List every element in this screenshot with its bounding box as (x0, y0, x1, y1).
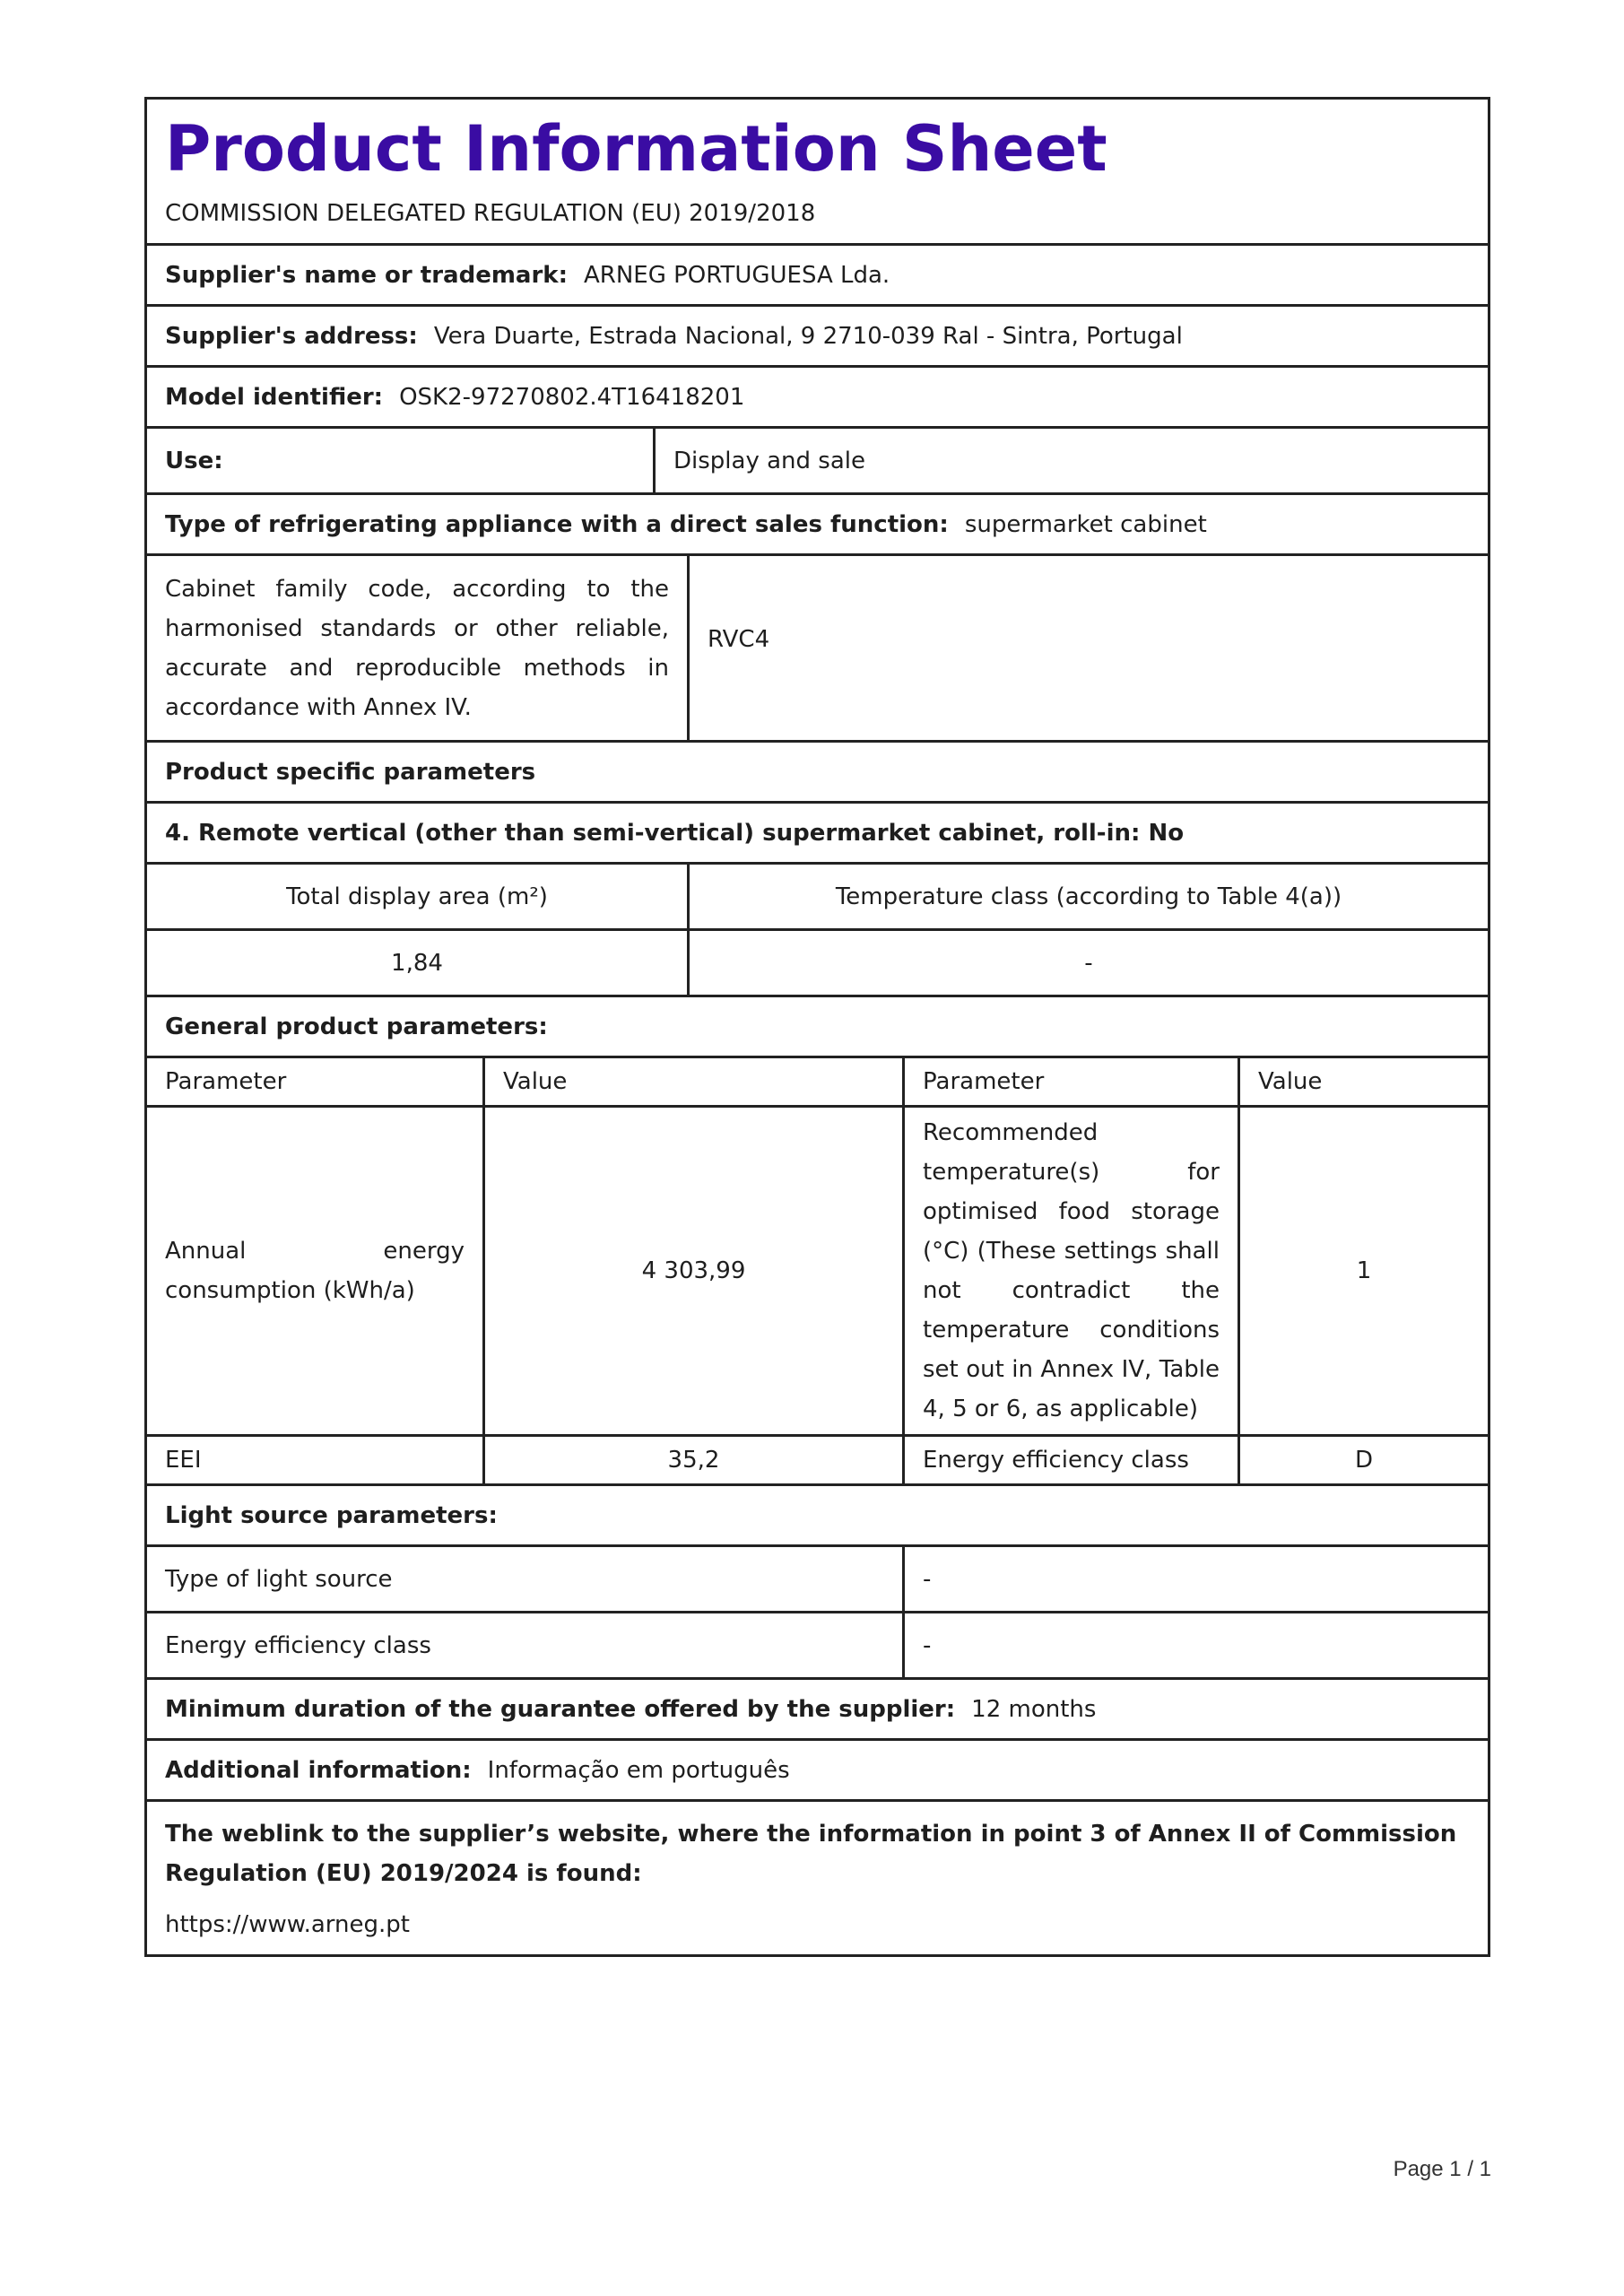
supplier-name-row (147, 246, 1488, 307)
light-source-type-row (147, 1547, 1488, 1613)
supplier-name-label: Supplier's name or trademark: (165, 261, 568, 289)
additional-info-value: Informação em português (487, 1756, 790, 1784)
title-block (147, 100, 1488, 246)
family-code-value: RVC4 (687, 556, 1488, 740)
supplier-address-value: Vera Duarte, Estrada Nacional, 9 2710-039 Ral - Sintra, Portugal (433, 322, 1183, 350)
additional-info-label: Additional information: (165, 1756, 472, 1784)
table-header-parameter: Parameter (165, 1068, 287, 1095)
light-source-class-label: Energy efficiency class (165, 1631, 431, 1659)
appliance-type-label: Type of refrigerating appliance with a direct sales function: (165, 510, 949, 538)
temperature-class-value: - (687, 931, 1488, 995)
table-header-parameter: Parameter (902, 1058, 1238, 1105)
annual-energy-label: Annual energy consumption (kWh/a) (147, 1105, 482, 1437)
product-specific-heading: Product specific parameters (147, 743, 1488, 804)
table-header-value: Value (1238, 1058, 1488, 1105)
weblink-row (147, 1802, 1488, 1954)
light-source-type-label: Type of light source (165, 1565, 393, 1593)
recommended-temperature-label: Recommended temperature(s) for optimised food storage (°C) (These settings shall not contradict the temperature conditions set out in Annex IV, Table 4, 5 or 6, as applicable) (902, 1105, 1238, 1437)
guarantee-value: 12 months (971, 1695, 1097, 1723)
product-information-sheet (144, 97, 1490, 1957)
energy-class-value: D (1238, 1437, 1488, 1483)
product-specific-header-row (147, 865, 1488, 931)
page-title: Product Information Sheet (165, 112, 1107, 186)
page-number: Page 1 / 1 (1393, 2157, 1491, 2181)
use-label: Use: (165, 447, 223, 474)
light-source-type-value: - (902, 1547, 1488, 1611)
supplier-address-label: Supplier's address: (165, 322, 418, 350)
appliance-type-value: supermarket cabinet (964, 510, 1207, 538)
general-parameters-table (147, 1058, 1488, 1486)
annual-energy-value: 4 303,99 (482, 1105, 902, 1437)
guarantee-label: Minimum duration of the guarantee offered by the supplier: (165, 1695, 956, 1723)
family-code-row (147, 556, 1488, 743)
appliance-type-row (147, 495, 1488, 556)
eei-label: EEI (165, 1447, 202, 1474)
additional-info-row (147, 1741, 1488, 1802)
eei-value: 35,2 (482, 1437, 902, 1483)
model-identifier-label: Model identifier: (165, 383, 384, 411)
use-value: Display and sale (653, 429, 1488, 492)
table-header-value: Value (482, 1058, 902, 1105)
general-parameters-heading: General product parameters: (147, 997, 1488, 1058)
cabinet-category: 4. Remote vertical (other than semi-vertical) supermarket cabinet, roll-in: No (147, 804, 1488, 865)
light-source-heading: Light source parameters: (147, 1486, 1488, 1547)
supplier-address-row (147, 307, 1488, 368)
display-area-value: 1,84 (391, 949, 443, 977)
supplier-website-link[interactable]: https://www.arneg.pt (165, 1911, 410, 1938)
model-identifier-value: OSK2-97270802.4T16418201 (399, 383, 745, 411)
weblink-label: The weblink to the supplier’s website, where the information in point 3 of Annex II of Commission Regulation (EU) 2019/2024 is found: (165, 1821, 1457, 1887)
use-row (147, 429, 1488, 495)
supplier-name-value: ARNEG PORTUGUESA Lda. (583, 261, 890, 289)
product-specific-value-row (147, 931, 1488, 997)
recommended-temperature-value: 1 (1238, 1105, 1488, 1437)
temperature-class-header: Temperature class (according to Table 4(a)) (687, 865, 1488, 928)
display-area-header: Total display area (m²) (286, 883, 548, 910)
family-code-label: Cabinet family code, according to the harmonised standards or other reliable, accurate and reproducible methods in accordance with Annex IV. (165, 575, 669, 721)
regulation-subtitle: COMMISSION DELEGATED REGULATION (EU) 2019/2018 (165, 200, 816, 227)
energy-class-label: Energy efficiency class (902, 1437, 1238, 1483)
light-source-class-value: - (902, 1613, 1488, 1677)
model-identifier-row (147, 368, 1488, 429)
guarantee-row (147, 1680, 1488, 1741)
light-source-class-row (147, 1613, 1488, 1680)
